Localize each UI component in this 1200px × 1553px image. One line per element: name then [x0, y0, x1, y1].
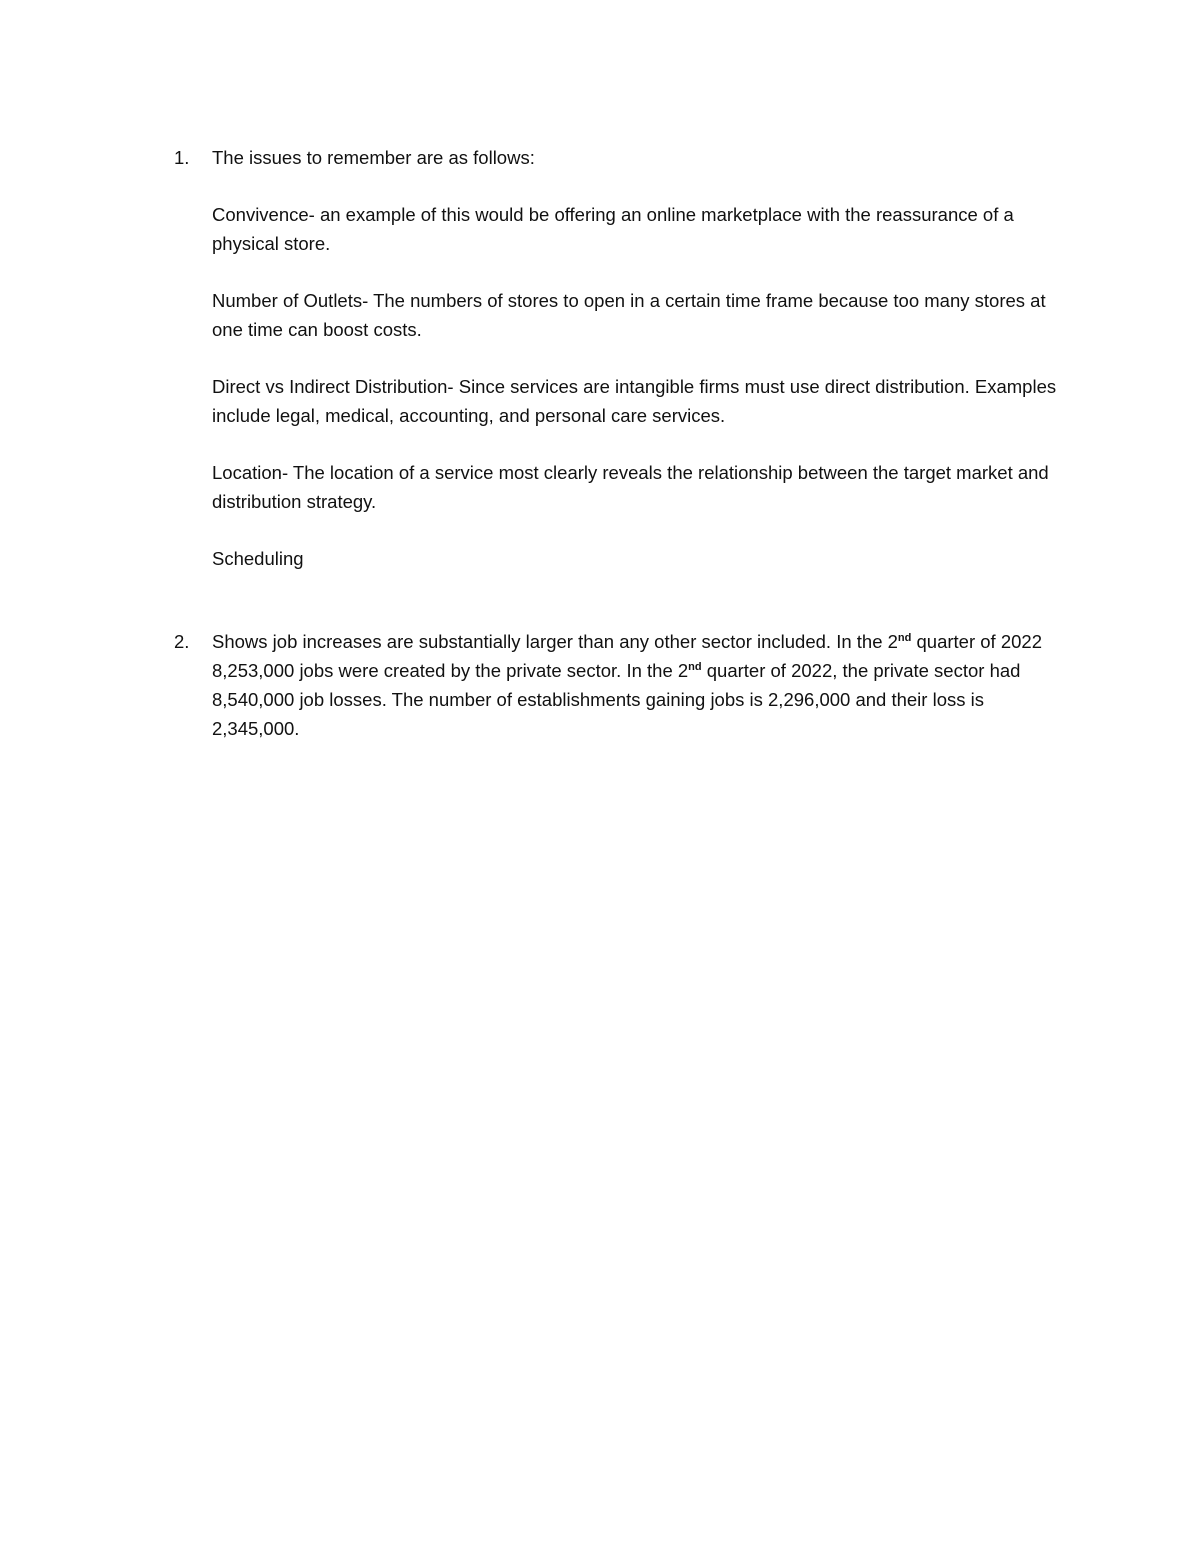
list-item	[174, 143, 1064, 573]
ordinal-superscript: nd	[897, 632, 912, 644]
ordinal-superscript: nd	[688, 661, 702, 673]
list-item	[174, 627, 1064, 743]
paragraph-text: quarter of 2022 8,253,000 jobs were created by the private sector. In the 2	[212, 631, 1042, 681]
list-number: 2.	[174, 631, 190, 652]
job-statistics-paragraph	[212, 627, 1064, 743]
list-number: 1.	[174, 147, 190, 168]
issue-convenience: Convivence- an example of this would be offering an online marketplace with the reassurance of a physical store.	[212, 204, 1014, 254]
list-item-body	[212, 143, 1064, 573]
issue-scheduling: Scheduling	[212, 548, 304, 569]
issue-number-of-outlets: Number of Outlets- The numbers of stores to open in a certain time frame because too many stores at one time can boost costs.	[212, 290, 1046, 340]
list-item-body	[212, 627, 1064, 743]
item-intro: The issues to remember are as follows:	[212, 147, 535, 168]
paragraph-text: quarter of 2022, the private sector had 8,540,000 job losses. The number of establishments gaining jobs is 2,296,000 and their loss is 2,345,000.	[212, 660, 1021, 739]
paragraph-text: Shows job increases are substantially larger than any other sector included. In the 2	[212, 631, 898, 652]
issue-location: Location- The location of a service most clearly reveals the relationship between the target market and distribution strategy.	[212, 462, 1049, 512]
issue-direct-vs-indirect: Direct vs Indirect Distribution- Since services are intangible firms must use direct distribution. Examples include legal, medical, accounting, and personal care services.	[212, 376, 1057, 426]
